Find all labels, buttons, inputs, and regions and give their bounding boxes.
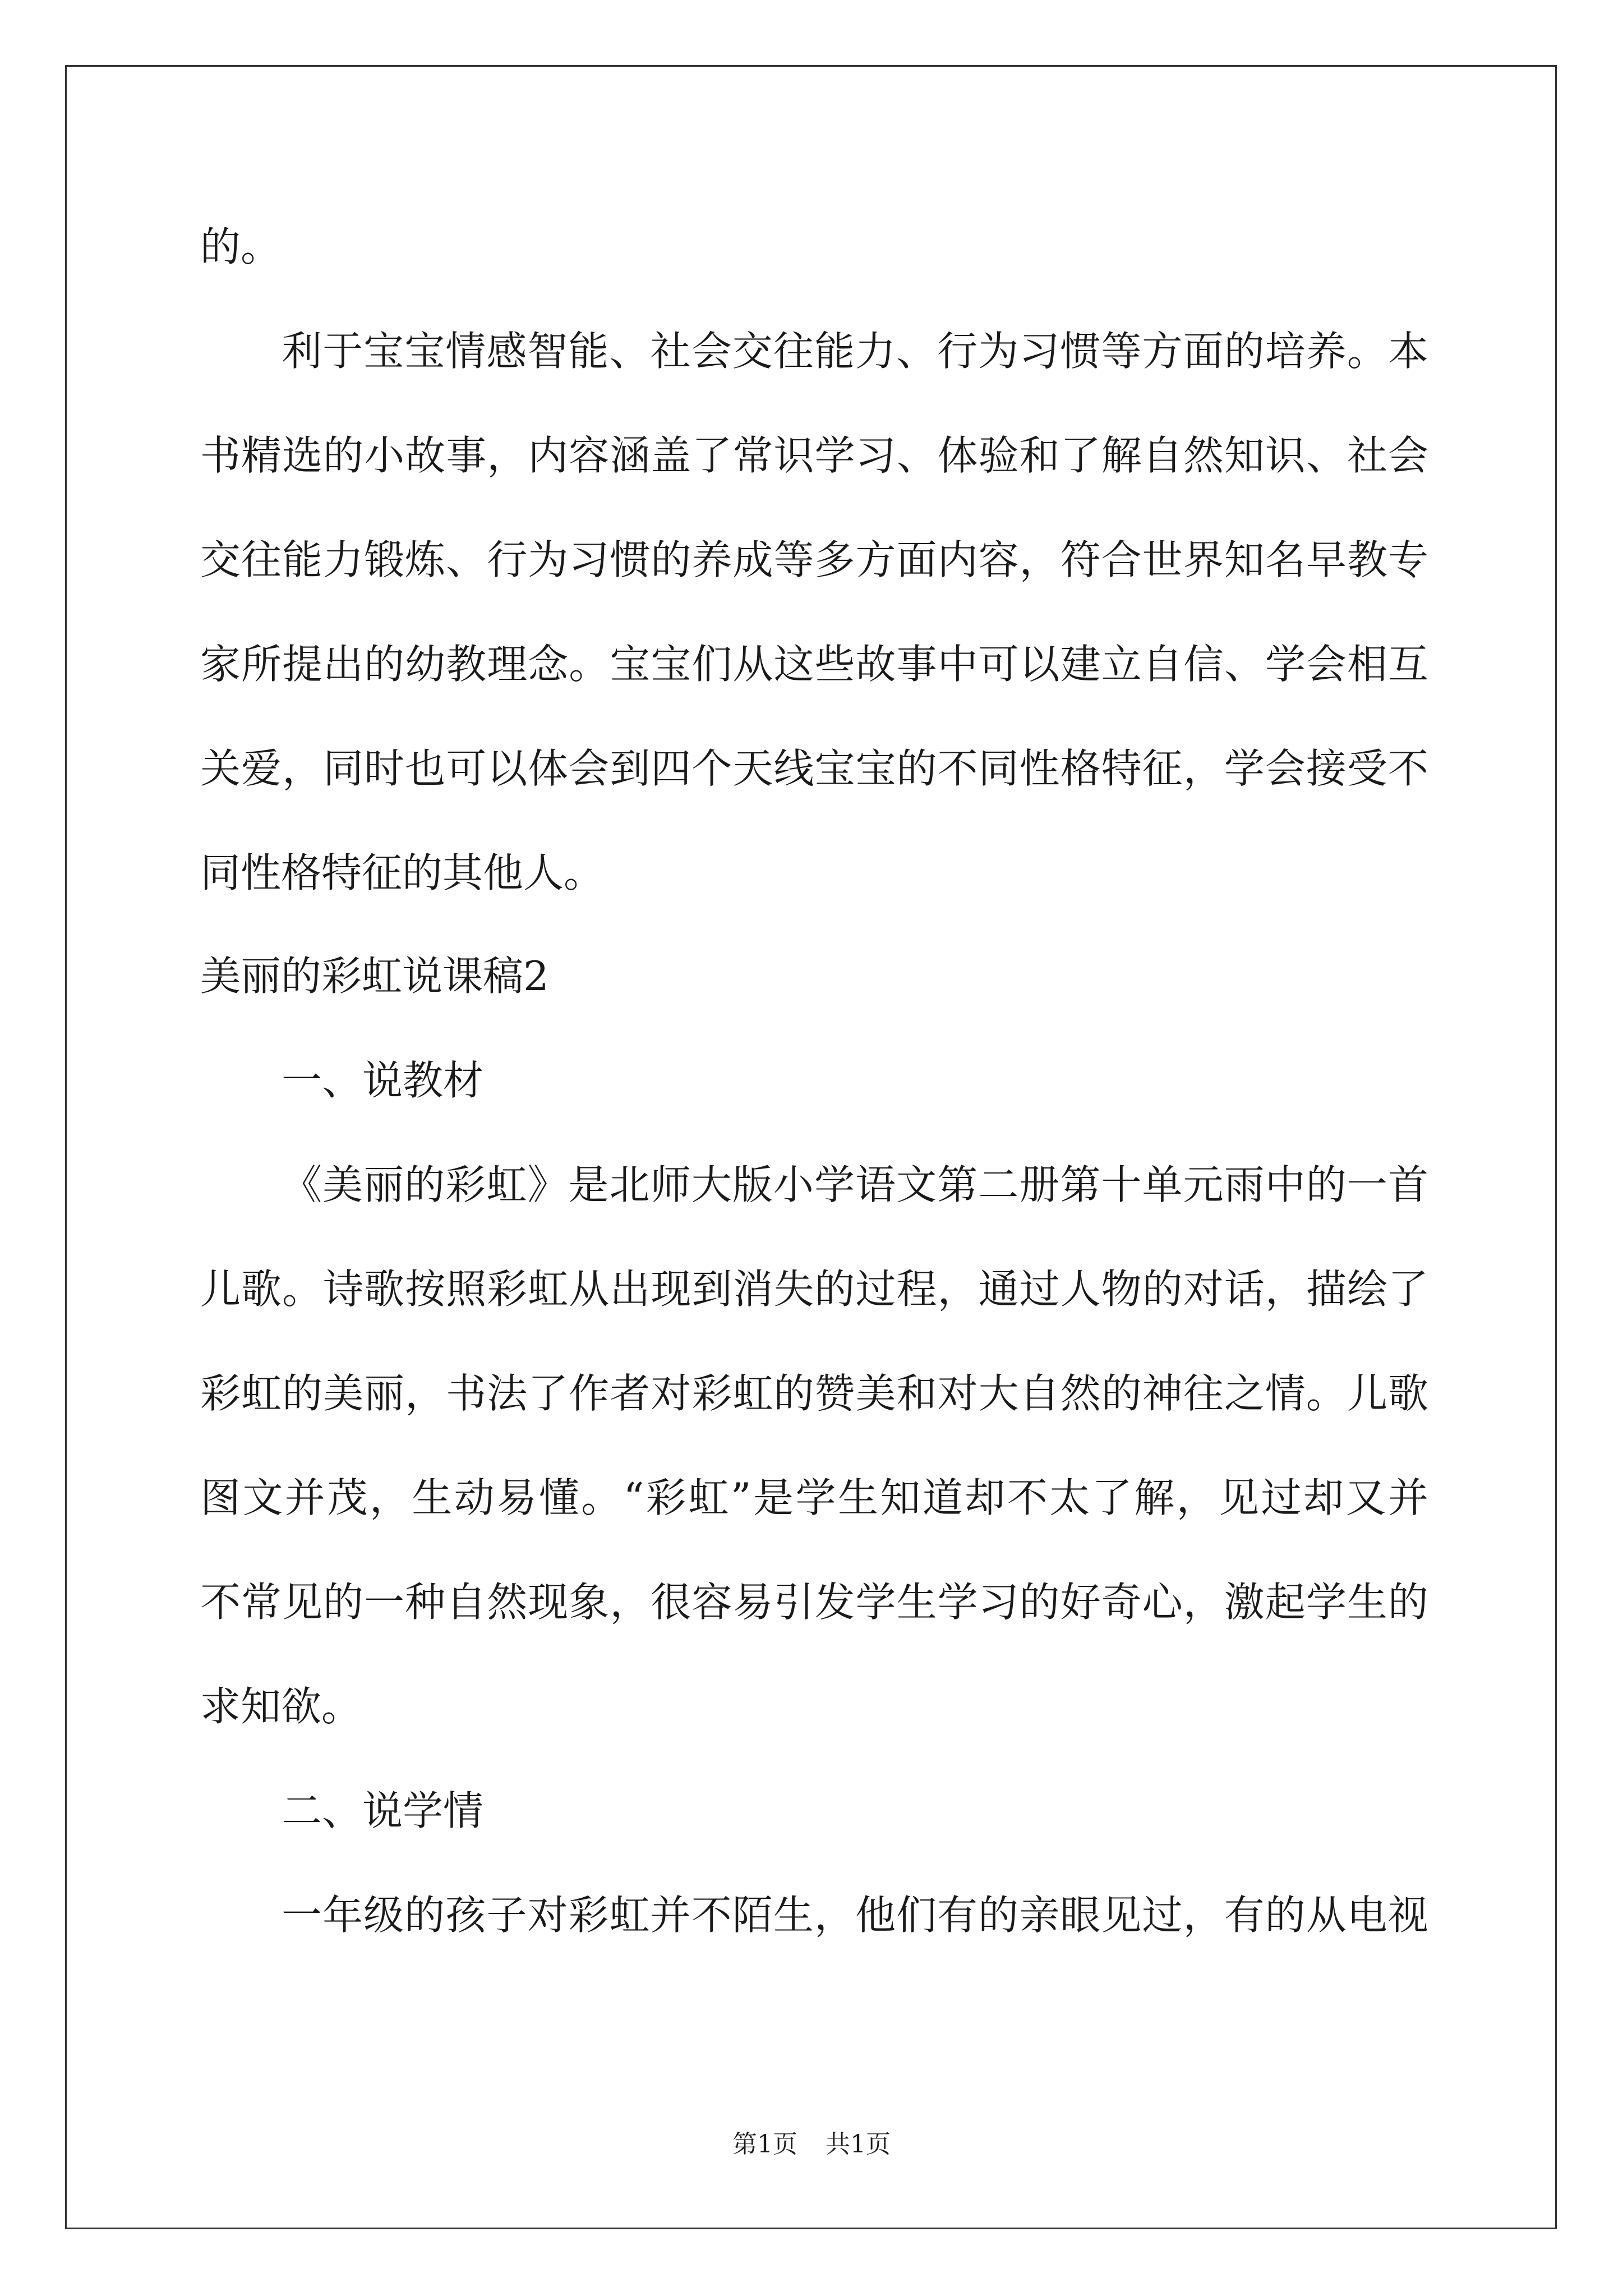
page-total: 共1页: [826, 2130, 891, 2159]
text-line: 不常见的一种自然现象，很容易引发学生学习的好奇心，激起学生的: [200, 1579, 1428, 1626]
text-line: 家所提出的幼教理念。宝宝们从这些故事中可以建立自信、学会相互: [200, 641, 1428, 688]
text-line: 书精选的小故事，内容涵盖了常识学习、体验和了解自然知识、社会: [200, 432, 1428, 479]
section-title: 美丽的彩虹说课稿2: [200, 953, 549, 1000]
text-line: 的。: [200, 223, 282, 270]
page-number: 第1页: [732, 2130, 797, 2159]
text-line: 关爱，同时也可以体会到四个天线宝宝的不同性格特征，学会接受不: [200, 745, 1428, 792]
text-line: 图文并茂，生动易懂。“彩虹”是学生知道却不太了解，见过却又并: [200, 1474, 1428, 1521]
text-line: 交往能力锻炼、行为习惯的养成等多方面内容，符合世界知名早教专: [200, 536, 1428, 583]
text-line: 求知欲。: [200, 1683, 362, 1730]
paragraph-first-line: 《美丽的彩虹》是北师大版小学语文第二册第十单元雨中的一首: [282, 1161, 1428, 1208]
paragraph-first-line: 利于宝宝情感智能、社会交往能力、行为习惯等方面的培养。本: [282, 328, 1428, 375]
page-footer: [0, 2129, 1623, 2160]
paragraph-first-line: 一年级的孩子对彩虹并不陌生，他们有的亲眼见过，有的从电视: [282, 1892, 1428, 1939]
text-line: 同性格特征的其他人。: [200, 849, 605, 896]
section-heading: 一、说教材: [282, 1057, 484, 1104]
text-line: 彩虹的美丽，书法了作者对彩虹的赞美和对大自然的神往之情。儿歌: [200, 1370, 1428, 1417]
text-line: 儿歌。诗歌按照彩虹从出现到消失的过程，通过人物的对话，描绘了: [200, 1266, 1428, 1313]
section-heading: 二、说学情: [282, 1787, 484, 1834]
